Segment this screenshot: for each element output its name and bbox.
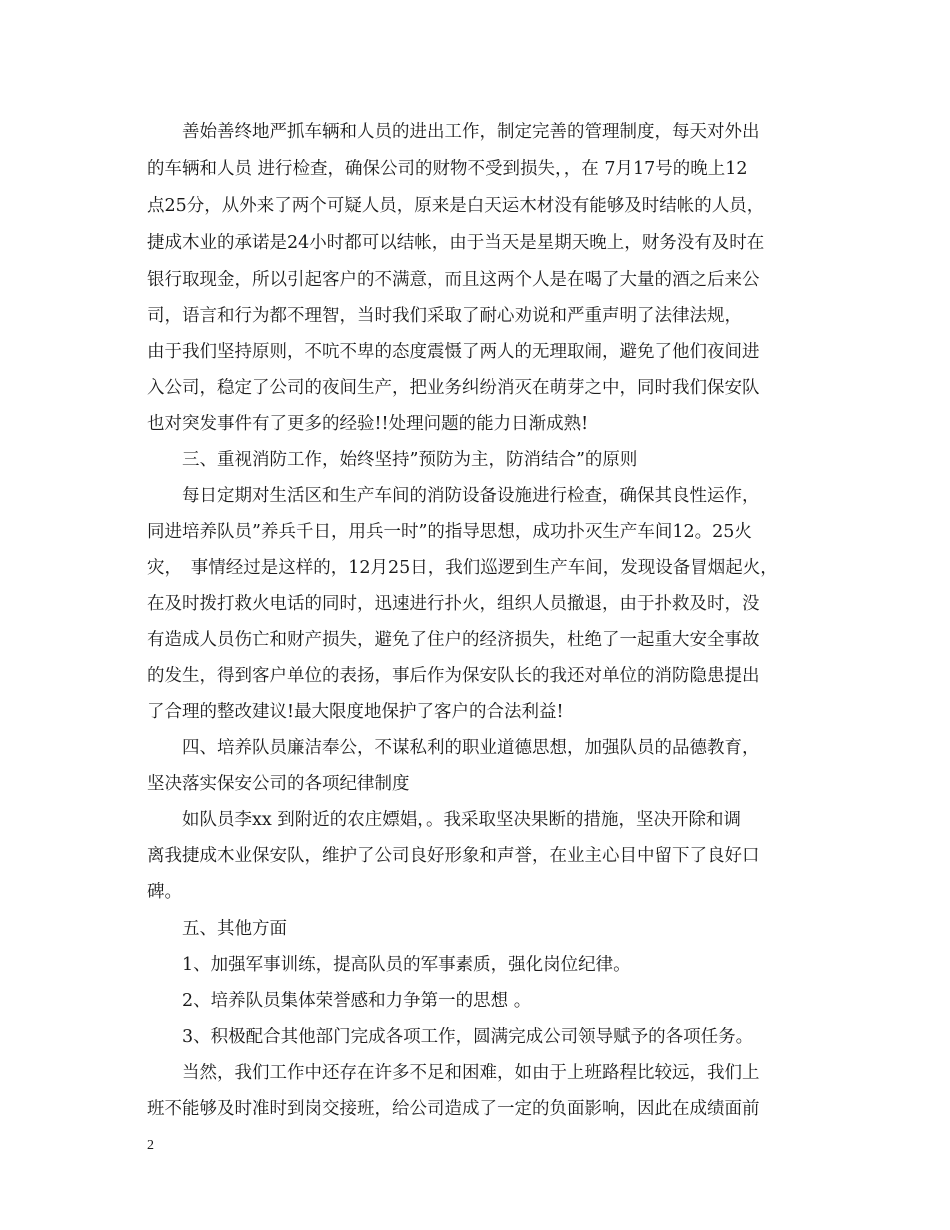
- text-line: 善始善终地严抓车辆和人员的进出工作，制定完善的管理制度，每天对外出: [147, 122, 760, 142]
- text-line: 每日定期对生活区和生产车间的消防设备设施进行检查，确保其良性运作，: [147, 486, 760, 506]
- text-line: 捷成木业的承诺是24小时都可以结帐，由于当天是星期天晚上，财务没有及时在: [147, 233, 765, 253]
- text-line: 由于我们坚持原则，不吭不卑的态度震慑了两人的无理取闹，避免了他们夜间进: [147, 342, 760, 362]
- text-line: 有造成人员伤亡和财产损失，避免了住户的经济损失，杜绝了一起重大安全事故: [147, 630, 760, 650]
- section-heading: 三、重视消防工作，始终坚持”预防为主，防消结合”的原则: [147, 450, 638, 470]
- text-line: 同进培养队员”养兵千日，用兵一时”的指导思想，成功扑灭生产车间12。25火: [147, 522, 752, 542]
- text-line: 碑。: [147, 882, 182, 902]
- section-heading: 五、其他方面: [147, 919, 287, 939]
- text-line: 点25分，从外来了两个可疑人员，原来是白天运木材没有能够及时结帐的人员，: [147, 196, 765, 216]
- text-line: 银行取现金，所以引起客户的不满意，而且这两个人是在喝了大量的酒之后来公: [147, 270, 760, 290]
- list-item: 3、积极配合其他部门完成各项工作，圆满完成公司领导赋予的各项任务。: [147, 1027, 754, 1047]
- text-line: 如队员李xx 到附近的农庄嫖娼，。我采取坚决果断的措施，坚决开除和调: [147, 810, 742, 830]
- text-line: 在及时拨打救火电话的同时，迅速进行扑火，组织人员撤退，由于扑救及时，没: [147, 594, 760, 614]
- text-line: 灾， 事情经过是这样的，12月25日，我们巡逻到生产车间，发现设备冒烟起火，: [147, 558, 778, 578]
- text-line: 入公司，稳定了公司的夜间生产，把业务纠纷消灭在萌芽之中，同时我们保安队: [147, 378, 760, 398]
- text-line: 了合理的整改建议!最大限度地保护了客户的合法利益!: [147, 702, 564, 722]
- page-number: 2: [147, 1138, 154, 1153]
- text-line: 也对突发事件有了更多的经验!!处理问题的能力日渐成熟!: [147, 414, 589, 434]
- text-line: 离我捷成木业保安队，维护了公司良好形象和声誉，在业主心目中留下了良好口: [147, 846, 760, 866]
- section-heading: 四、培养队员廉洁奉公，不谋私利的职业道德思想，加强队员的品德教育，: [147, 738, 760, 758]
- text-line: 司，语言和行为都不理智，当时我们采取了耐心劝说和严重声明了法律法规，: [147, 306, 742, 326]
- list-item: 1、加强军事训练，提高队员的军事素质，强化岗位纪律。: [147, 955, 631, 975]
- text-line: 的车辆和人员 进行检查，确保公司的财物不受到损失，，在 7月17号的晚上12: [147, 159, 748, 179]
- list-item: 2、培养队员集体荣誉感和力争第一的思想 。: [147, 991, 532, 1011]
- text-line: 的发生，得到客户单位的表扬，事后作为保安队长的我还对单位的消防隐患提出: [147, 666, 760, 686]
- text-line: 当然，我们工作中还存在许多不足和困难，如由于上班路程比较远，我们上: [147, 1063, 760, 1083]
- text-line: 坚决落实保安公司的各项纪律制度: [147, 774, 410, 794]
- text-line: 班不能够及时准时到岗交接班，给公司造成了一定的负面影响，因此在成绩面前: [147, 1099, 760, 1119]
